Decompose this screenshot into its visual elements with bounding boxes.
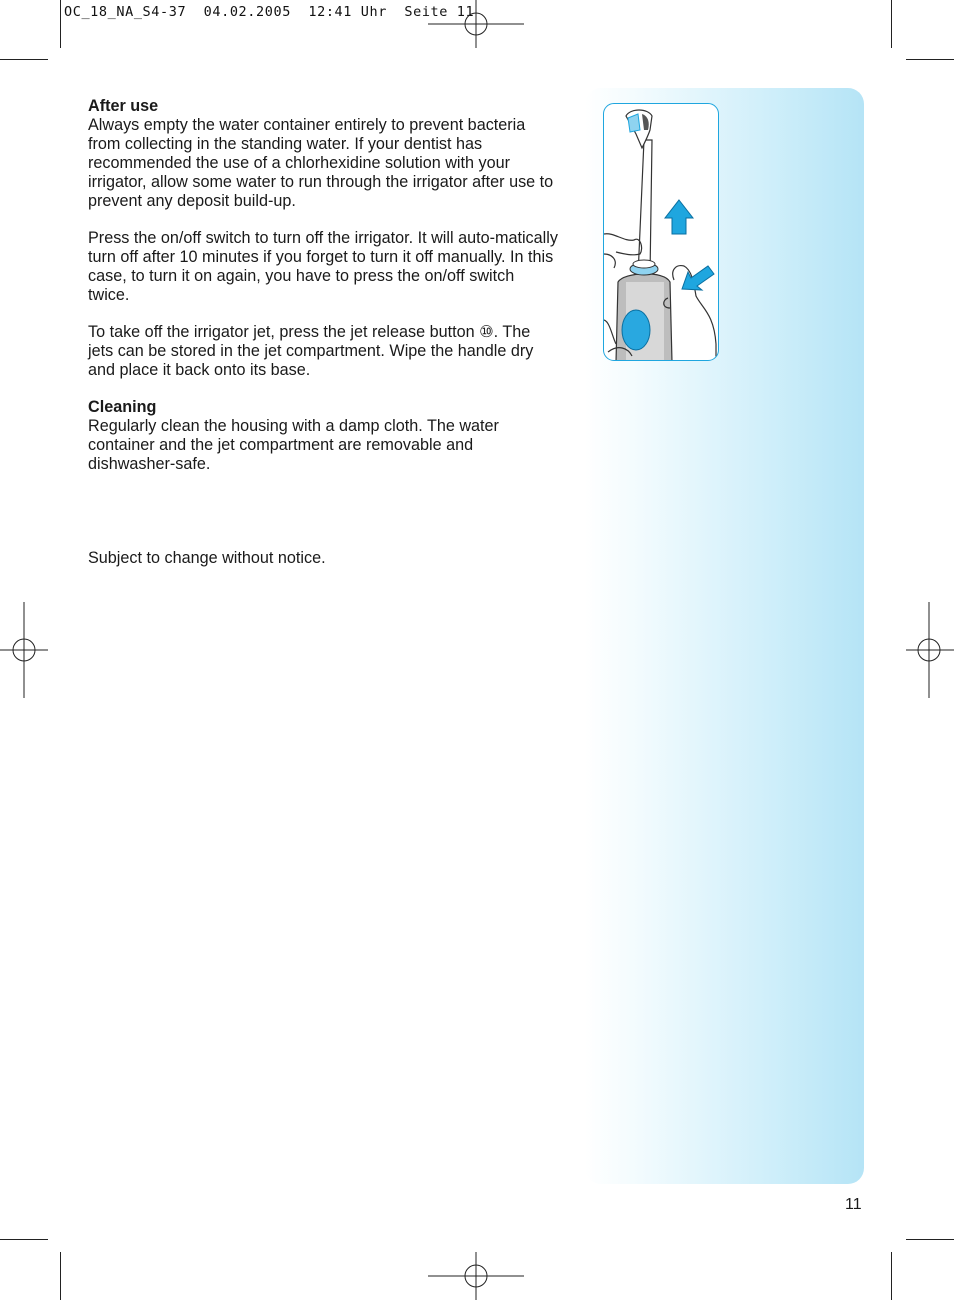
cleaning-heading: Cleaning <box>88 398 157 416</box>
print-slug: OC_18_NA_S4-37 04.02.2005 12:41 Uhr Seite 11 <box>64 4 475 20</box>
after-use-heading: After use <box>88 97 159 115</box>
page-number: 11 <box>845 1196 862 1213</box>
irrigator-handle-icon <box>616 260 672 361</box>
jet-tip-icon <box>626 110 652 276</box>
after-use-paragraph-1: Always empty the water container entirely to prevent bacteria from collecting in the standing water. If your dentist has recommended the use of a chlorhexidine solution with your irrigator, allow some water to run through the irrigator after use to prevent any deposit build-up. <box>88 116 554 210</box>
after-use-section <box>88 97 558 380</box>
press-arrow-icon <box>682 266 714 290</box>
instructions-text <box>88 97 558 492</box>
after-use-paragraph-2: Press the on/off switch to turn off the irrigator. It will auto-matically turn off after 10 minutes if you forget to turn it off manually. In this case, to turn it on again, you have to press the on/off switch twice. <box>88 229 558 304</box>
jet-removal-illustration <box>603 103 719 361</box>
up-arrow-icon <box>665 200 693 234</box>
cleaning-section <box>88 398 558 474</box>
after-use-paragraph-3: To take off the irrigator jet, press the jet release button ⑩. The jets can be stored in the jet compartment. Wipe the handle dry and place it back onto its base. <box>88 323 534 379</box>
change-notice: Subject to change without notice. <box>88 549 326 567</box>
cleaning-paragraph: Regularly clean the housing with a damp cloth. The water container and the jet compartment are removable and dishwasher-safe. <box>88 417 499 473</box>
